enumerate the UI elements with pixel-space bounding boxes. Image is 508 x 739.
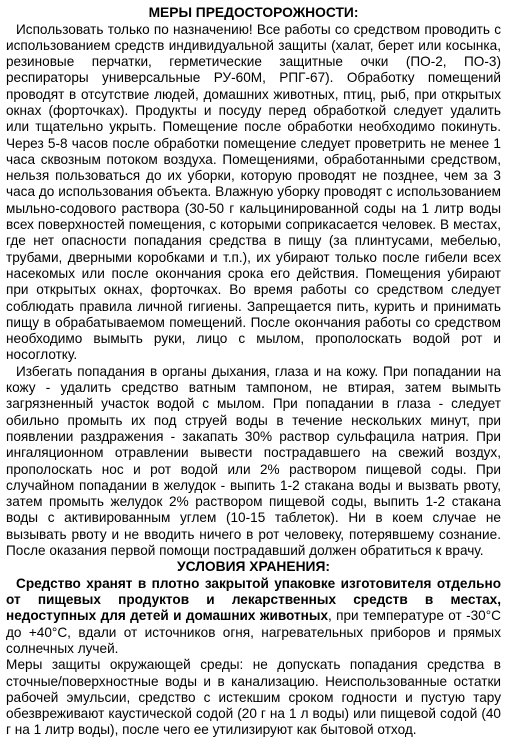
- storage-heading: УСЛОВИЯ ХРАНЕНИЯ:: [177, 559, 330, 575]
- storage-rest-text: , при температуре от -30°С до +40°С, вдали от источников огня, нагревательных приборов и прямых солнечных лучей.: [6, 608, 501, 656]
- storage-bold-text: Средство хранят в плотно закрытой упаковке изготовителя отдельно от пищевых продуктов и лекарственных средств в местах, недоступных для детей и домашних животных: [6, 575, 501, 624]
- first-aid-paragraph: Избегать попадания в органы дыхания, глаза и на кожу. При попадании на кожу - удалить средство ватным тампоном, не втирая, затем вымыть загрязненный участок водой с мылом. При попадании в глаза - следует обильно промыть их под струей воды в течение нескольких минут, при появлении раздражения - закапать 30% раствор сульфацила натрия. При ингаляционном отравлении вывести пострадавшего на свежий воздух, прополоскать нос и рот водой или 2% раствором пищевой соды. При случайном попадании в желудок - выпить 1-2 стакана воды и вызвать рвоту, затем промыть желудок 2% раствором пищевой соды, выпить 1-2 стакана воды с активированным углем (10-15 таблеток). Ни в коем случае не вызывать рвоту и не вводить ничего в рот человеку, потерявшему сознание. После оказания первой помощи пострадавший должен обратиться к врачу.: [6, 363, 501, 558]
- precautions-heading: МЕРЫ ПРЕДОСТОРОЖНОСТИ:: [148, 5, 359, 20]
- precautions-paragraph: Использовать только по назначению! Все работы со средством проводить с использованием средств индивидуальной защиты (халат, берет или косынка, резиновые перчатки, герметические защитные очки (ПО-2, ПО-3) респираторы универсальные РУ-60М, РПГ-67). Обработку помещений проводят в отсутствие людей, домашних животных, птиц, рыб, при открытых окнах (форточках). Продукты и посуду перед обработкой следует удалить или тщательно укрыть. Помещение после обработки необходимо покинуть. Через 5-8 часов после обработки помещение следует проветрить не менее 1 часа сквозным потоком воздуха. Помещениями, обработанными средством, нельзя пользоваться до их уборки, которую проводят не позднее, чем за 3 часа до использования объекта. Влажную уборку проводят с использованием мыльно-содового раствора (30-50 г кальцинированной соды на 1 литр воды всех поверхностей помещения, с которыми соприкасается человек. В местах, где нет опасности попадания средства в пищу (за плинтусами, мебелью, трубами, дверными коробками и т.п.), их убирают только после гибели всех насекомых или после окончания срока его действия. Помещения убирают при открытых окнах, форточках. Во время работы со средством следует соблюдать правила личной гигиены. Запрещается пить, курить и принимать пищу в обрабатываемом помещений. После окончания работы со средством необходимо вымыть руки, лицо с мылом, прополоскать водой рот и носоглотку.: [6, 21, 501, 363]
- storage-paragraph: [6, 576, 501, 657]
- environment-paragraph: Меры защиты окружающей среды: не допускать попадания средства в сточные/поверхностные воды и в канализацию. Неиспользованные остатки рабочей эмульсии, средство с истекшим сроком годности и пустую тару обезвреживают каустической содой (20 г на 1 л воды) или пищевой содой (40 г на 1 литр воды), после чего ее утилизируют как бытовой отход.: [6, 657, 501, 738]
